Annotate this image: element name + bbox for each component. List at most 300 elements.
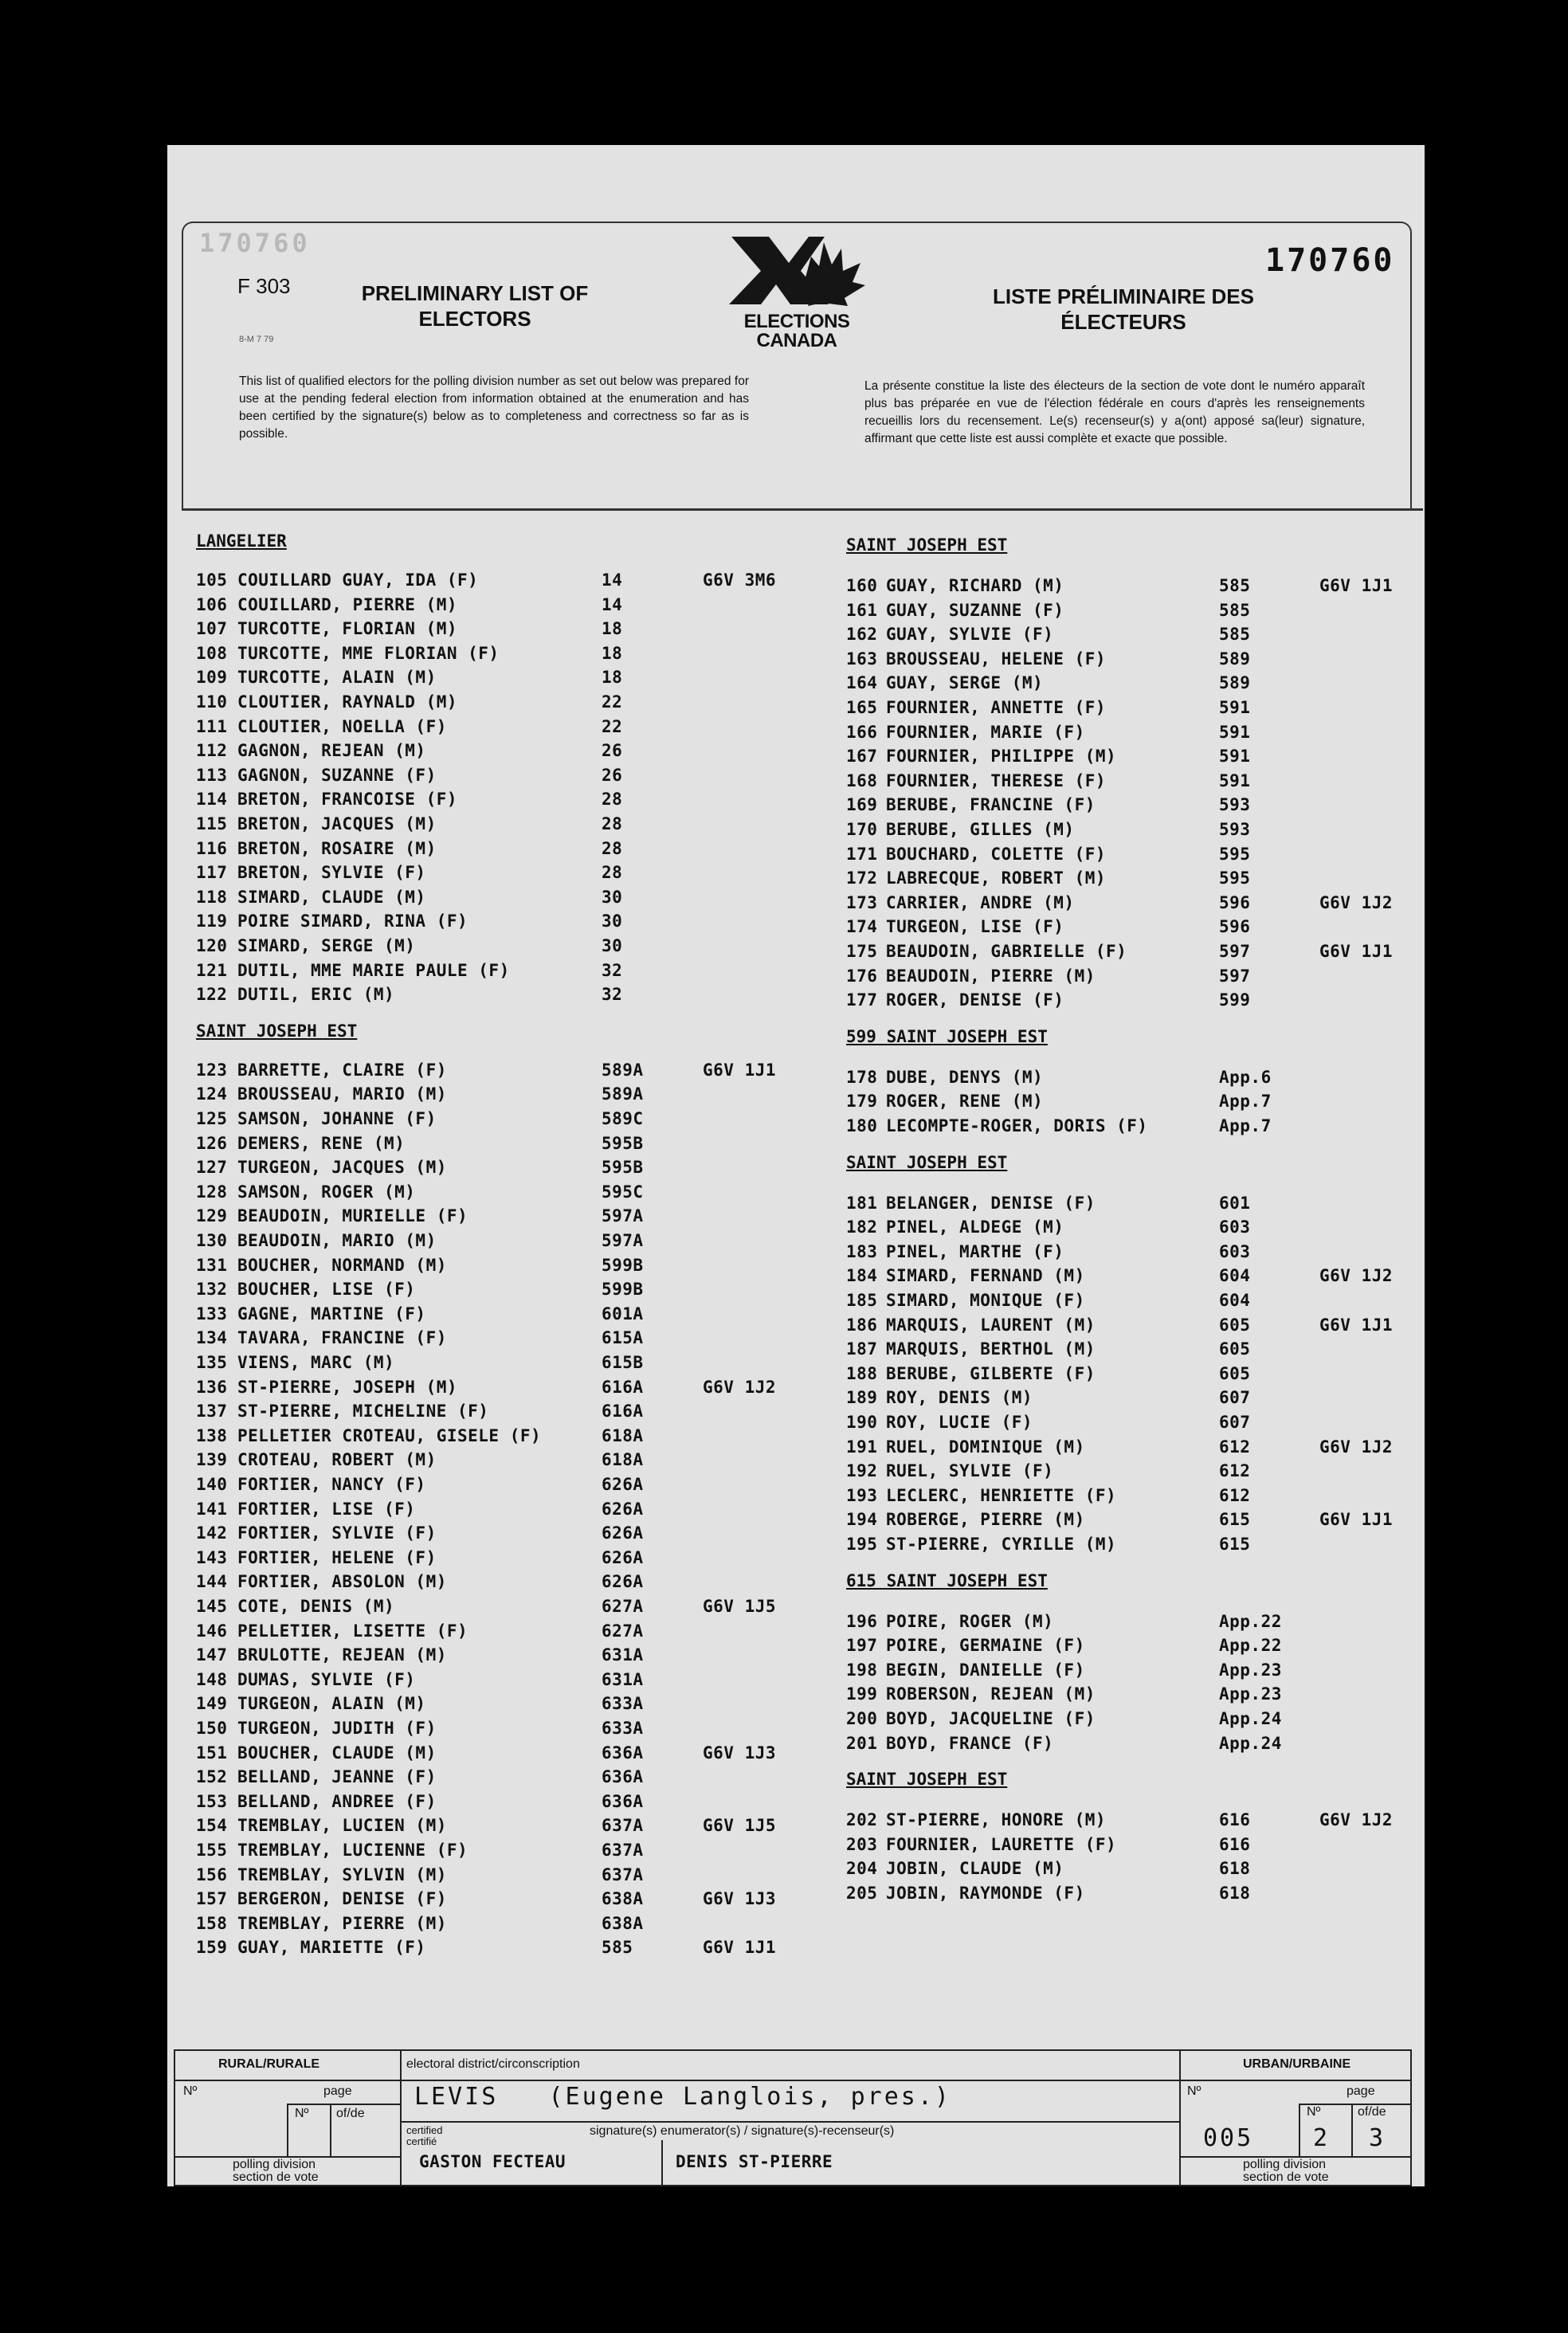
civic-address: 605 [1219,1339,1251,1359]
elector-number: 146 [196,1621,228,1641]
certifie-label: certifié [406,2135,437,2147]
civic-address: 637A [602,1864,644,1884]
civic-address: 605 [1219,1315,1251,1335]
elector-name: FORTIER, ABSOLON (M) [237,1572,447,1592]
elector-number: 125 [196,1109,228,1128]
elector-name: TREMBLAY, LUCIEN (M) [237,1816,447,1836]
elector-name: VIENS, MARC (M) [237,1353,395,1372]
form-code: F 303 [237,274,291,298]
civic-address: 626A [602,1499,644,1519]
elector-name: COUILLARD GUAY, IDA (F) [237,571,479,590]
civic-address: App.23 [1219,1684,1282,1704]
elector-number: 186 [846,1315,878,1335]
elector-number: 126 [196,1133,228,1153]
civic-address: 604 [1219,1266,1251,1286]
logo-text-line1: ELECTIONS [743,311,850,332]
elector-number: 179 [846,1092,878,1112]
elector-number: 159 [196,1938,228,1958]
postal-code: G6V 1J3 [703,1743,777,1762]
street-heading: SAINT JOSEPH EST [196,1021,358,1041]
civic-address: 18 [602,643,623,663]
civic-address: 26 [602,765,623,785]
elector-number: 152 [196,1767,228,1787]
elector-number: 118 [196,887,228,907]
elector-number: 190 [846,1413,878,1432]
elector-name: BERUBE, FRANCINE (F) [886,795,1096,815]
elector-number: 204 [846,1859,878,1879]
civic-address: 591 [1219,722,1251,742]
elector-name: TURCOTTE, ALAIN (M) [237,668,437,688]
elector-name: SAMSON, JOHANNE (F) [237,1109,437,1128]
elector-number: 154 [196,1816,228,1836]
elector-name: BERUBE, GILLES (M) [886,820,1075,839]
civic-address: 28 [602,814,623,833]
civic-address: 616A [602,1377,644,1397]
civic-address: 638A [602,1889,644,1909]
civic-address: 612 [1219,1461,1251,1481]
civic-address: 626A [602,1475,644,1494]
elector-number: 168 [846,770,878,790]
enumerator-1-signature: GASTON FECTEAU [419,2152,566,2171]
civic-address: 636A [602,1791,644,1811]
elector-number: 183 [846,1241,878,1261]
elector-name: ST-PIERRE, HONORE (M) [886,1810,1107,1830]
elector-number: 170 [846,820,878,839]
elector-name: FOURNIER, MARIE (F) [886,722,1085,742]
civic-address: 30 [602,912,623,931]
civic-address: 22 [602,716,623,736]
elector-name: BRETON, SYLVIE (F) [237,863,426,883]
elector-name: BERGERON, DENISE (F) [237,1889,447,1909]
civic-address: App.7 [1219,1116,1272,1135]
elector-name: DUTIL, MME MARIE PAULE (F) [237,960,510,980]
elector-name: LECLERC, HENRIETTE (F) [886,1485,1117,1505]
elector-number: 135 [196,1353,228,1372]
civic-address: 616 [1219,1834,1251,1854]
urban-of-label: of/de [1358,2105,1386,2119]
elector-number: 177 [846,990,878,1010]
polling-division-number: 005 [1203,2124,1254,2152]
header-separator [182,508,1423,511]
civic-address: 603 [1219,1241,1251,1261]
civic-address: 618 [1219,1884,1251,1903]
civic-address: 636A [602,1767,644,1787]
postal-code: G6V 1J1 [1319,576,1394,595]
civic-address: 626A [602,1523,644,1543]
elector-number: 174 [846,917,878,937]
civic-address: 585 [1219,576,1251,595]
elector-number: 113 [196,765,228,785]
elector-number: 184 [846,1266,878,1286]
elector-name: DUBE, DENYS (M) [886,1067,1044,1087]
civic-address: 597A [602,1231,644,1250]
elector-number: 139 [196,1450,228,1470]
civic-address: 28 [602,790,623,810]
elector-number: 196 [846,1611,878,1631]
civic-address: 607 [1219,1413,1251,1432]
elector-number: 147 [196,1645,228,1665]
postal-code: G6V 1J1 [703,1938,777,1958]
street-heading: 599 SAINT JOSEPH EST [846,1026,1048,1046]
elector-number: 157 [196,1889,228,1909]
civic-address: 596 [1219,917,1251,937]
elector-number: 187 [846,1339,878,1359]
elector-number: 144 [196,1572,228,1592]
elector-name: BARRETTE, CLAIRE (F) [237,1060,447,1080]
rural-section-label: section de vote [233,2170,319,2184]
elector-name: CARRIER, ANDRE (M) [886,892,1075,912]
civic-address: 599B [602,1280,644,1300]
enumerator-2-signature: DENIS ST-PIERRE [676,2152,833,2171]
elector-name: ROBERGE, PIERRE (M) [886,1510,1085,1530]
elector-name: DUTIL, ERIC (M) [237,985,395,1005]
elector-number: 130 [196,1231,228,1250]
title-en: PRELIMINARY LIST OF ELECTORS [361,281,589,331]
elector-name: POIRE, ROGER (M) [886,1611,1054,1631]
civic-address: 18 [602,619,623,639]
elector-name: TREMBLAY, SYLVIN (M) [237,1864,447,1884]
elector-number: 109 [196,668,228,688]
elector-name: BERUBE, GILBERTE (F) [886,1363,1096,1383]
intro-english: This list of qualified electors for the polling division number as set out below was prepared for use at the pending federal election from information obtained at the enumeration and has been certified by the signature(s) below as to completeness and correctness so far as is possible. [239,374,749,441]
elector-number: 127 [196,1158,228,1178]
civic-address: 618A [602,1425,644,1445]
elector-number: 117 [196,863,228,883]
urban-page-label: page [1347,2084,1375,2098]
civic-address: 22 [602,692,623,712]
civic-address: App.22 [1219,1611,1282,1631]
elector-name: BELLAND, JEANNE (F) [237,1767,437,1787]
elector-name: SIMARD, SERGE (M) [237,936,416,955]
civic-address: App.23 [1219,1660,1282,1680]
civic-address: 618 [1219,1859,1251,1879]
elector-number: 148 [196,1669,228,1689]
district-value: LEVIS (Eugene Langlois, pres.) [414,2083,951,2111]
elector-name: COUILLARD, PIERRE (M) [237,594,458,614]
elector-name: SIMARD, MONIQUE (F) [886,1291,1085,1310]
postal-code: G6V 1J2 [1319,1437,1394,1457]
elector-name: MARQUIS, LAURENT (M) [886,1315,1096,1335]
elector-name: FORTIER, SYLVIE (F) [237,1523,437,1543]
civic-address: 595 [1219,844,1251,864]
civic-address: 589A [602,1084,644,1104]
civic-address: 595C [602,1182,644,1202]
elector-name: RUEL, DOMINIQUE (M) [886,1437,1085,1457]
elector-name: ST-PIERRE, CYRILLE (M) [886,1535,1117,1554]
elector-number: 172 [846,869,878,888]
elector-number: 194 [846,1510,878,1530]
elector-number: 155 [196,1841,228,1860]
elector-number: 202 [846,1810,878,1830]
elector-number: 116 [196,838,228,858]
elector-number: 165 [846,698,878,717]
civic-address: 612 [1219,1485,1251,1505]
elector-number: 164 [846,673,878,693]
certified-label: certified [406,2124,443,2136]
civic-address: 14 [602,571,623,590]
elector-name: ST-PIERRE, MICHELINE (F) [237,1402,489,1421]
elector-number: 169 [846,795,878,815]
elector-name: TREMBLAY, PIERRE (M) [237,1913,447,1933]
elector-name: PINEL, ALDEGE (M) [886,1217,1064,1237]
elector-number: 161 [846,600,878,620]
elector-number: 180 [846,1116,878,1135]
elector-name: GAGNON, SUZANNE (F) [237,765,437,785]
elector-name: FOURNIER, ANNETTE (F) [886,698,1107,717]
elector-number: 123 [196,1060,228,1080]
elector-number: 111 [196,716,228,736]
urban-no-label: Nº [1187,2084,1201,2098]
elector-name: TAVARA, FRANCINE (F) [237,1328,447,1348]
civic-address: 596 [1219,892,1251,912]
signature-label: signature(s) enumerator(s) / signature(s)-recenseur(s) [590,2124,895,2138]
civic-address: 631A [602,1669,644,1689]
page-number: 2 [1313,2124,1331,2152]
postal-code: G6V 1J1 [1319,1315,1394,1335]
elector-number: 199 [846,1684,878,1704]
elector-name: FOURNIER, PHILIPPE (M) [886,747,1117,767]
urban-label: URBAN/URBAINE [1243,2057,1351,2071]
civic-address: 593 [1219,795,1251,815]
civic-address: 636A [602,1743,644,1762]
civic-address: 32 [602,960,623,980]
elector-name: SIMARD, FERNAND (M) [886,1266,1085,1286]
elector-name: ROY, LUCIE (F) [886,1413,1033,1432]
postal-code: G6V 1J5 [703,1816,777,1836]
elector-number: 138 [196,1425,228,1445]
elector-name: TURGEON, ALAIN (M) [237,1694,426,1714]
postal-code: G6V 3M6 [703,571,777,590]
civic-address: 631A [602,1645,644,1665]
civic-address: 18 [602,668,623,688]
civic-address: App.6 [1219,1067,1272,1087]
elector-number: 201 [846,1733,878,1753]
civic-address: 616A [602,1402,644,1421]
elector-number: 162 [846,625,878,645]
elector-name: BEAUDOIN, GABRIELLE (F) [886,942,1127,961]
maple-leaf-x-icon [725,233,868,308]
elector-number: 136 [196,1377,228,1397]
rural-no-label: Nº [183,2084,198,2098]
elector-name: TURGEON, JUDITH (F) [237,1719,437,1738]
elector-name: JOBIN, RAYMONDE (F) [886,1884,1085,1903]
civic-address: 595 [1219,869,1251,888]
elector-name: BRETON, JACQUES (M) [237,814,437,833]
elector-name: BOUCHER, NORMAND (M) [237,1255,447,1275]
elector-number: 106 [196,594,228,614]
elector-number: 191 [846,1437,878,1457]
civic-address: 595B [602,1133,644,1153]
elector-number: 115 [196,814,228,833]
elector-name: FOURNIER, LAURETTE (F) [886,1834,1117,1854]
elector-number: 107 [196,619,228,639]
civic-address: 626A [602,1547,644,1567]
civic-address: 28 [602,838,623,858]
elector-name: CLOUTIER, NOELLA (F) [237,716,447,736]
civic-address: 615 [1219,1535,1251,1554]
document-sheet [167,145,1425,2186]
elector-number: 150 [196,1719,228,1738]
elector-number: 124 [196,1084,228,1104]
elector-name: FORTIER, HELENE (F) [237,1547,437,1567]
elector-number: 137 [196,1402,228,1421]
civic-address: 638A [602,1913,644,1933]
civic-address: 30 [602,936,623,955]
elector-name: LABRECQUE, ROBERT (M) [886,869,1107,888]
civic-address: 626A [602,1572,644,1592]
elector-name: POIRE, GERMAINE (F) [886,1636,1085,1656]
elector-name: BROUSSEAU, MARIO (M) [237,1084,447,1104]
elector-name: BRETON, ROSAIRE (M) [237,838,437,858]
elector-number: 160 [846,576,878,595]
civic-address: 589C [602,1109,644,1128]
postal-code: G6V 1J3 [703,1889,777,1909]
elector-number: 198 [846,1660,878,1680]
postal-code: G6V 1J2 [703,1377,777,1397]
civic-address: 585 [602,1938,633,1958]
elector-name: TURGEON, LISE (F) [886,917,1064,937]
elector-number: 149 [196,1694,228,1714]
elector-number: 173 [846,892,878,912]
elector-name: BRULOTTE, REJEAN (M) [237,1645,447,1665]
elector-name: BROUSSEAU, HELENE (F) [886,649,1107,669]
elector-number: 185 [846,1291,878,1310]
civic-address: 589A [602,1060,644,1080]
civic-address: 627A [602,1597,644,1616]
elector-name: GAGNE, MARTINE (F) [237,1304,426,1323]
elector-name: GUAY, MARIETTE (F) [237,1938,426,1958]
urban-section-label: section de vote [1243,2170,1329,2184]
elector-name: BOYD, FRANCE (F) [886,1733,1054,1753]
street-heading: SAINT JOSEPH EST [846,1152,1008,1172]
form-date: 8-M 7 79 [239,335,274,344]
elector-name: DEMERS, RENE (M) [237,1133,406,1153]
civic-address: 615 [1219,1510,1251,1530]
elector-number: 105 [196,571,228,590]
elector-number: 156 [196,1864,228,1884]
civic-address: 633A [602,1694,644,1714]
elector-name: FOURNIER, THERESE (F) [886,770,1107,790]
elector-number: 158 [196,1913,228,1933]
elector-name: BOYD, JACQUELINE (F) [886,1709,1096,1728]
elector-number: 119 [196,912,228,931]
elector-name: PELLETIER, LISETTE (F) [237,1621,468,1641]
rural-page-no-label: Nº [295,2107,309,2120]
civic-address: 28 [602,863,623,883]
elector-number: 134 [196,1328,228,1348]
elector-name: DUMAS, SYLVIE (F) [237,1669,416,1689]
elector-name: BEAUDOIN, MURIELLE (F) [237,1206,468,1226]
elector-name: RUEL, SYLVIE (F) [886,1461,1054,1481]
faint-stamp-number: 170760 [199,228,311,258]
civic-address: 607 [1219,1388,1251,1408]
civic-address: 633A [602,1719,644,1738]
elector-number: 178 [846,1067,878,1087]
civic-address: 591 [1219,747,1251,767]
civic-address: 14 [602,594,623,614]
civic-address: 601 [1219,1193,1251,1213]
rural-page-label: page [323,2084,352,2098]
elector-name: BRETON, FRANCOISE (F) [237,790,458,810]
elector-number: 197 [846,1636,878,1656]
elector-number: 110 [196,692,228,712]
elector-name: SIMARD, CLAUDE (M) [237,887,426,907]
title-fr: LISTE PRÉLIMINAIRE DES ÉLECTEURS [993,284,1254,334]
civic-address: 603 [1219,1217,1251,1237]
civic-address: 589 [1219,649,1251,669]
civic-address: 605 [1219,1363,1251,1383]
civic-address: App.22 [1219,1636,1282,1656]
logo-text-line2: CANADA [756,330,837,351]
elector-name: GUAY, SERGE (M) [886,673,1044,693]
elector-number: 141 [196,1499,228,1519]
elector-number: 140 [196,1475,228,1494]
elector-name: LECOMPTE-ROGER, DORIS (F) [886,1116,1148,1135]
elector-name: POIRE SIMARD, RINA (F) [237,912,468,931]
elector-number: 181 [846,1193,878,1213]
elector-name: BELANGER, DENISE (F) [886,1193,1096,1213]
elector-name: BEGIN, DANIELLE (F) [886,1660,1085,1680]
elections-canada-logo [725,233,868,351]
civic-address: 627A [602,1621,644,1641]
civic-address: 593 [1219,820,1251,839]
elector-name: ST-PIERRE, JOSEPH (M) [237,1377,458,1397]
civic-address: App.24 [1219,1709,1282,1728]
elector-name: TREMBLAY, LUCIENNE (F) [237,1841,468,1860]
civic-address: 30 [602,887,623,907]
elector-name: SAMSON, ROGER (M) [237,1182,416,1202]
street-heading: SAINT JOSEPH EST [846,1770,1008,1790]
elector-name: BOUCHARD, COLETTE (F) [886,844,1107,864]
serial-number: 170760 [1265,242,1395,279]
district-label: electoral district/circonscription [406,2057,580,2071]
postal-code: G6V 1J2 [1319,1266,1394,1286]
elector-number: 192 [846,1461,878,1481]
elector-name: PELLETIER CROTEAU, GISELE (F) [237,1425,542,1445]
street-heading: LANGELIER [196,531,287,551]
page-total: 3 [1369,2124,1386,2152]
elector-name: CLOUTIER, RAYNALD (M) [237,692,458,712]
street-heading: 615 SAINT JOSEPH EST [846,1570,1048,1590]
civic-address: 612 [1219,1437,1251,1457]
elector-name: CROTEAU, ROBERT (M) [237,1450,437,1470]
elector-number: 132 [196,1280,228,1300]
civic-address: 597 [1219,942,1251,961]
civic-address: 637A [602,1841,644,1860]
elector-number: 128 [196,1182,228,1202]
elector-name: TURGEON, JACQUES (M) [237,1158,447,1178]
civic-address: 597 [1219,966,1251,986]
civic-address: 604 [1219,1291,1251,1310]
elector-number: 200 [846,1709,878,1728]
elector-name: TURCOTTE, MME FLORIAN (F) [237,643,500,663]
elector-number: 175 [846,942,878,961]
postal-code: G6V 1J1 [1319,942,1394,961]
postal-code: G6V 1J5 [703,1597,777,1616]
elector-number: 142 [196,1523,228,1543]
civic-address: 601A [602,1304,644,1323]
street-heading: SAINT JOSEPH EST [846,535,1008,555]
elector-number: 171 [846,844,878,864]
elector-number: 205 [846,1884,878,1903]
intro-french: La présente constitue la liste des électeurs de la section de vote dont le numéro apparaît plus bas préparée en vue de l'élection fédérale en cours d'après les renseignements recueillis lors du recensement. Le(s) recenseur(s) y a(ont) apposé sa(leur) signature, affirmant que cette liste est aussi complète et exacte que possible. [864,379,1365,445]
elector-name: BELLAND, ANDREE (F) [237,1791,437,1811]
elector-number: 153 [196,1791,228,1811]
elector-number: 143 [196,1547,228,1567]
elector-number: 163 [846,649,878,669]
postal-code: G6V 1J1 [703,1060,777,1080]
elector-number: 114 [196,790,228,810]
